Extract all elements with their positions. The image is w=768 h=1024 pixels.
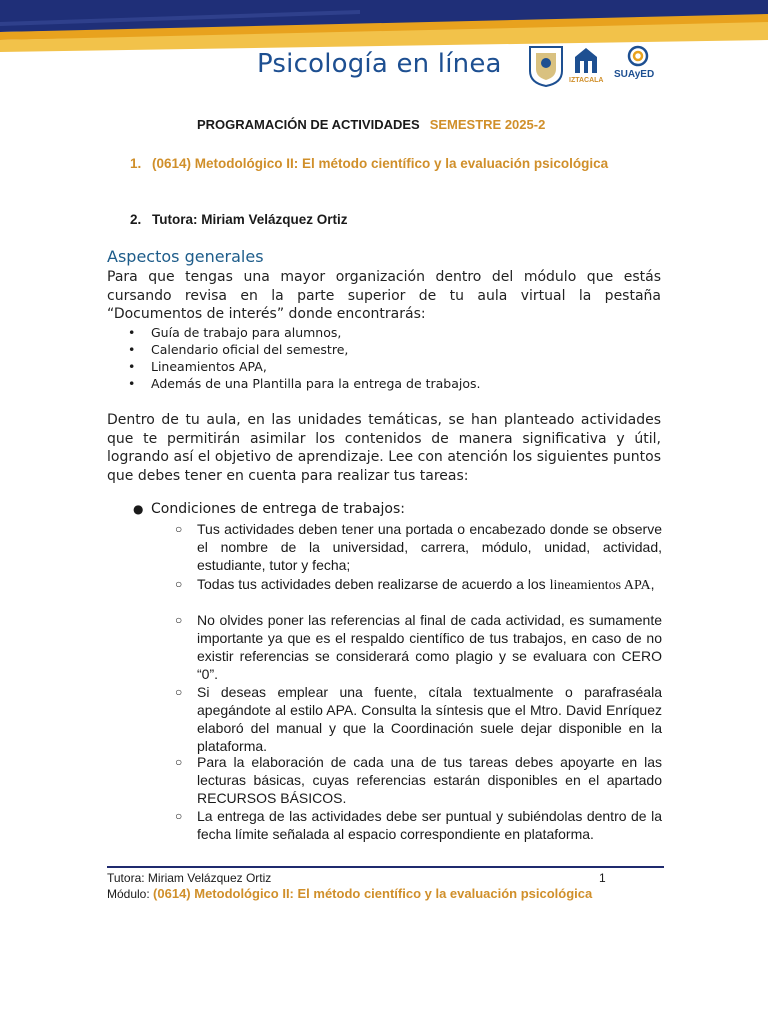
module-title: (0614) Metodológico II: El método científico y la evaluación psicológica bbox=[152, 156, 609, 171]
bullet-icon: • bbox=[128, 376, 136, 391]
condition-item: ○ La entrega de las actividades debe ser puntual y subiéndolas dentro de la fecha límite señalada al espacio correspondiente en plataforma. bbox=[175, 808, 662, 842]
bullet-icon: • bbox=[128, 359, 136, 374]
condition-item: ○ Tus actividades deben tener una portada o encabezado donde se observe el nombre de la universidad, carrera, módulo, unidad, actividad, estudiante, tutor y fecha; bbox=[175, 521, 662, 573]
circle-bullet-icon: ○ bbox=[175, 613, 183, 627]
tutor-item bbox=[130, 212, 348, 227]
footer-module-label: Módulo: bbox=[107, 887, 150, 901]
condition-item: ○ Para la elaboración de cada una de tus tareas debes apoyarte en las lecturas básicas, cuyas referencias estarán disponibles en el apartado RECURSOS BÁSICOS. bbox=[175, 754, 662, 806]
list-item: • Guía de trabajo para alumnos, bbox=[128, 325, 342, 340]
condition-item: ○ Todas tus actividades deben realizarse de acuerdo a los lineamientos APA, bbox=[175, 576, 655, 593]
item-number: 2. bbox=[130, 212, 142, 227]
footer-tutor bbox=[107, 871, 271, 885]
footer-tutor-name: Miriam Velázquez Ortiz bbox=[147, 871, 272, 885]
circle-bullet-icon: ○ bbox=[175, 755, 183, 769]
site-title: Psicología en línea bbox=[257, 49, 502, 79]
suayed-label: SUAyED bbox=[614, 69, 655, 80]
footer-module-value: (0614) Metodológico II: El método científico y la evaluación psicológica bbox=[153, 886, 593, 901]
circle-bullet-icon: ○ bbox=[175, 577, 183, 591]
footer-tutor-label: Tutora: bbox=[107, 871, 145, 885]
module-item bbox=[130, 156, 608, 171]
program-heading bbox=[197, 117, 545, 132]
body-paragraph: Dentro de tu aula, en las unidades temáticas, se han planteado actividades que te permitirán asimilar los contenidos de manera significativa y útil, logrando así el objetivo de aprendizaje. Lee con atención los siguientes puntos que debes tener en cuenta para realizar tus tareas: bbox=[107, 412, 661, 484]
circle-bullet-icon: ○ bbox=[175, 522, 183, 536]
tutor-name: Tutora: Miriam Velázquez Ortiz bbox=[152, 212, 348, 227]
logo-group bbox=[526, 45, 666, 87]
suayed-icon bbox=[626, 45, 650, 67]
list-item: • Además de una Plantilla para la entrega de trabajos. bbox=[128, 376, 481, 391]
list-item: • Calendario oficial del semestre, bbox=[128, 342, 349, 357]
intro-paragraph: Para que tengas una mayor organización dentro del módulo que estás cursando revisa en la parte superior de tu aula virtual la pestaña “Documentos de interés” donde encontrarás: bbox=[107, 269, 661, 322]
unam-seal-icon bbox=[528, 45, 564, 87]
page-number: 1 bbox=[599, 871, 606, 885]
conditions-heading: ● Condiciones de entrega de trabajos: bbox=[133, 501, 405, 517]
section-title: Aspectos generales bbox=[107, 247, 264, 266]
program-label: PROGRAMACIÓN DE ACTIVIDADES bbox=[197, 117, 420, 132]
iztacala-icon bbox=[571, 45, 601, 79]
circle-bullet-icon: ○ bbox=[175, 685, 183, 699]
footer-module bbox=[107, 886, 592, 901]
list-item: • Lineamientos APA, bbox=[128, 359, 267, 374]
item-number: 1. bbox=[130, 156, 142, 171]
circle-bullet-icon: ○ bbox=[175, 809, 183, 823]
condition-item: ○ Si deseas emplear una fuente, cítala textualmente o parafraséala apegándote al estilo APA. Consulta la síntesis que el Mtro. David Enríquez elaboró del manual y que la Coordinación suele dejar disponible en la plataforma. bbox=[175, 684, 662, 754]
bullet-icon: ● bbox=[133, 502, 144, 516]
bullet-icon: • bbox=[128, 325, 136, 340]
apa-guidelines-text: lineamientos APA bbox=[549, 578, 651, 593]
footer-rule bbox=[107, 866, 664, 868]
condition-item: ○ No olvides poner las referencias al final de cada actividad, es sumamente importante ya que es el respaldo científico de tus trabajos, en caso de no existir referencias se considerará como plagio y se evaluara con CERO “0”. bbox=[175, 612, 662, 682]
iztacala-label: IZTACALA bbox=[569, 77, 604, 84]
semester-label: SEMESTRE 2025-2 bbox=[429, 117, 546, 132]
bullet-icon: • bbox=[128, 342, 136, 357]
